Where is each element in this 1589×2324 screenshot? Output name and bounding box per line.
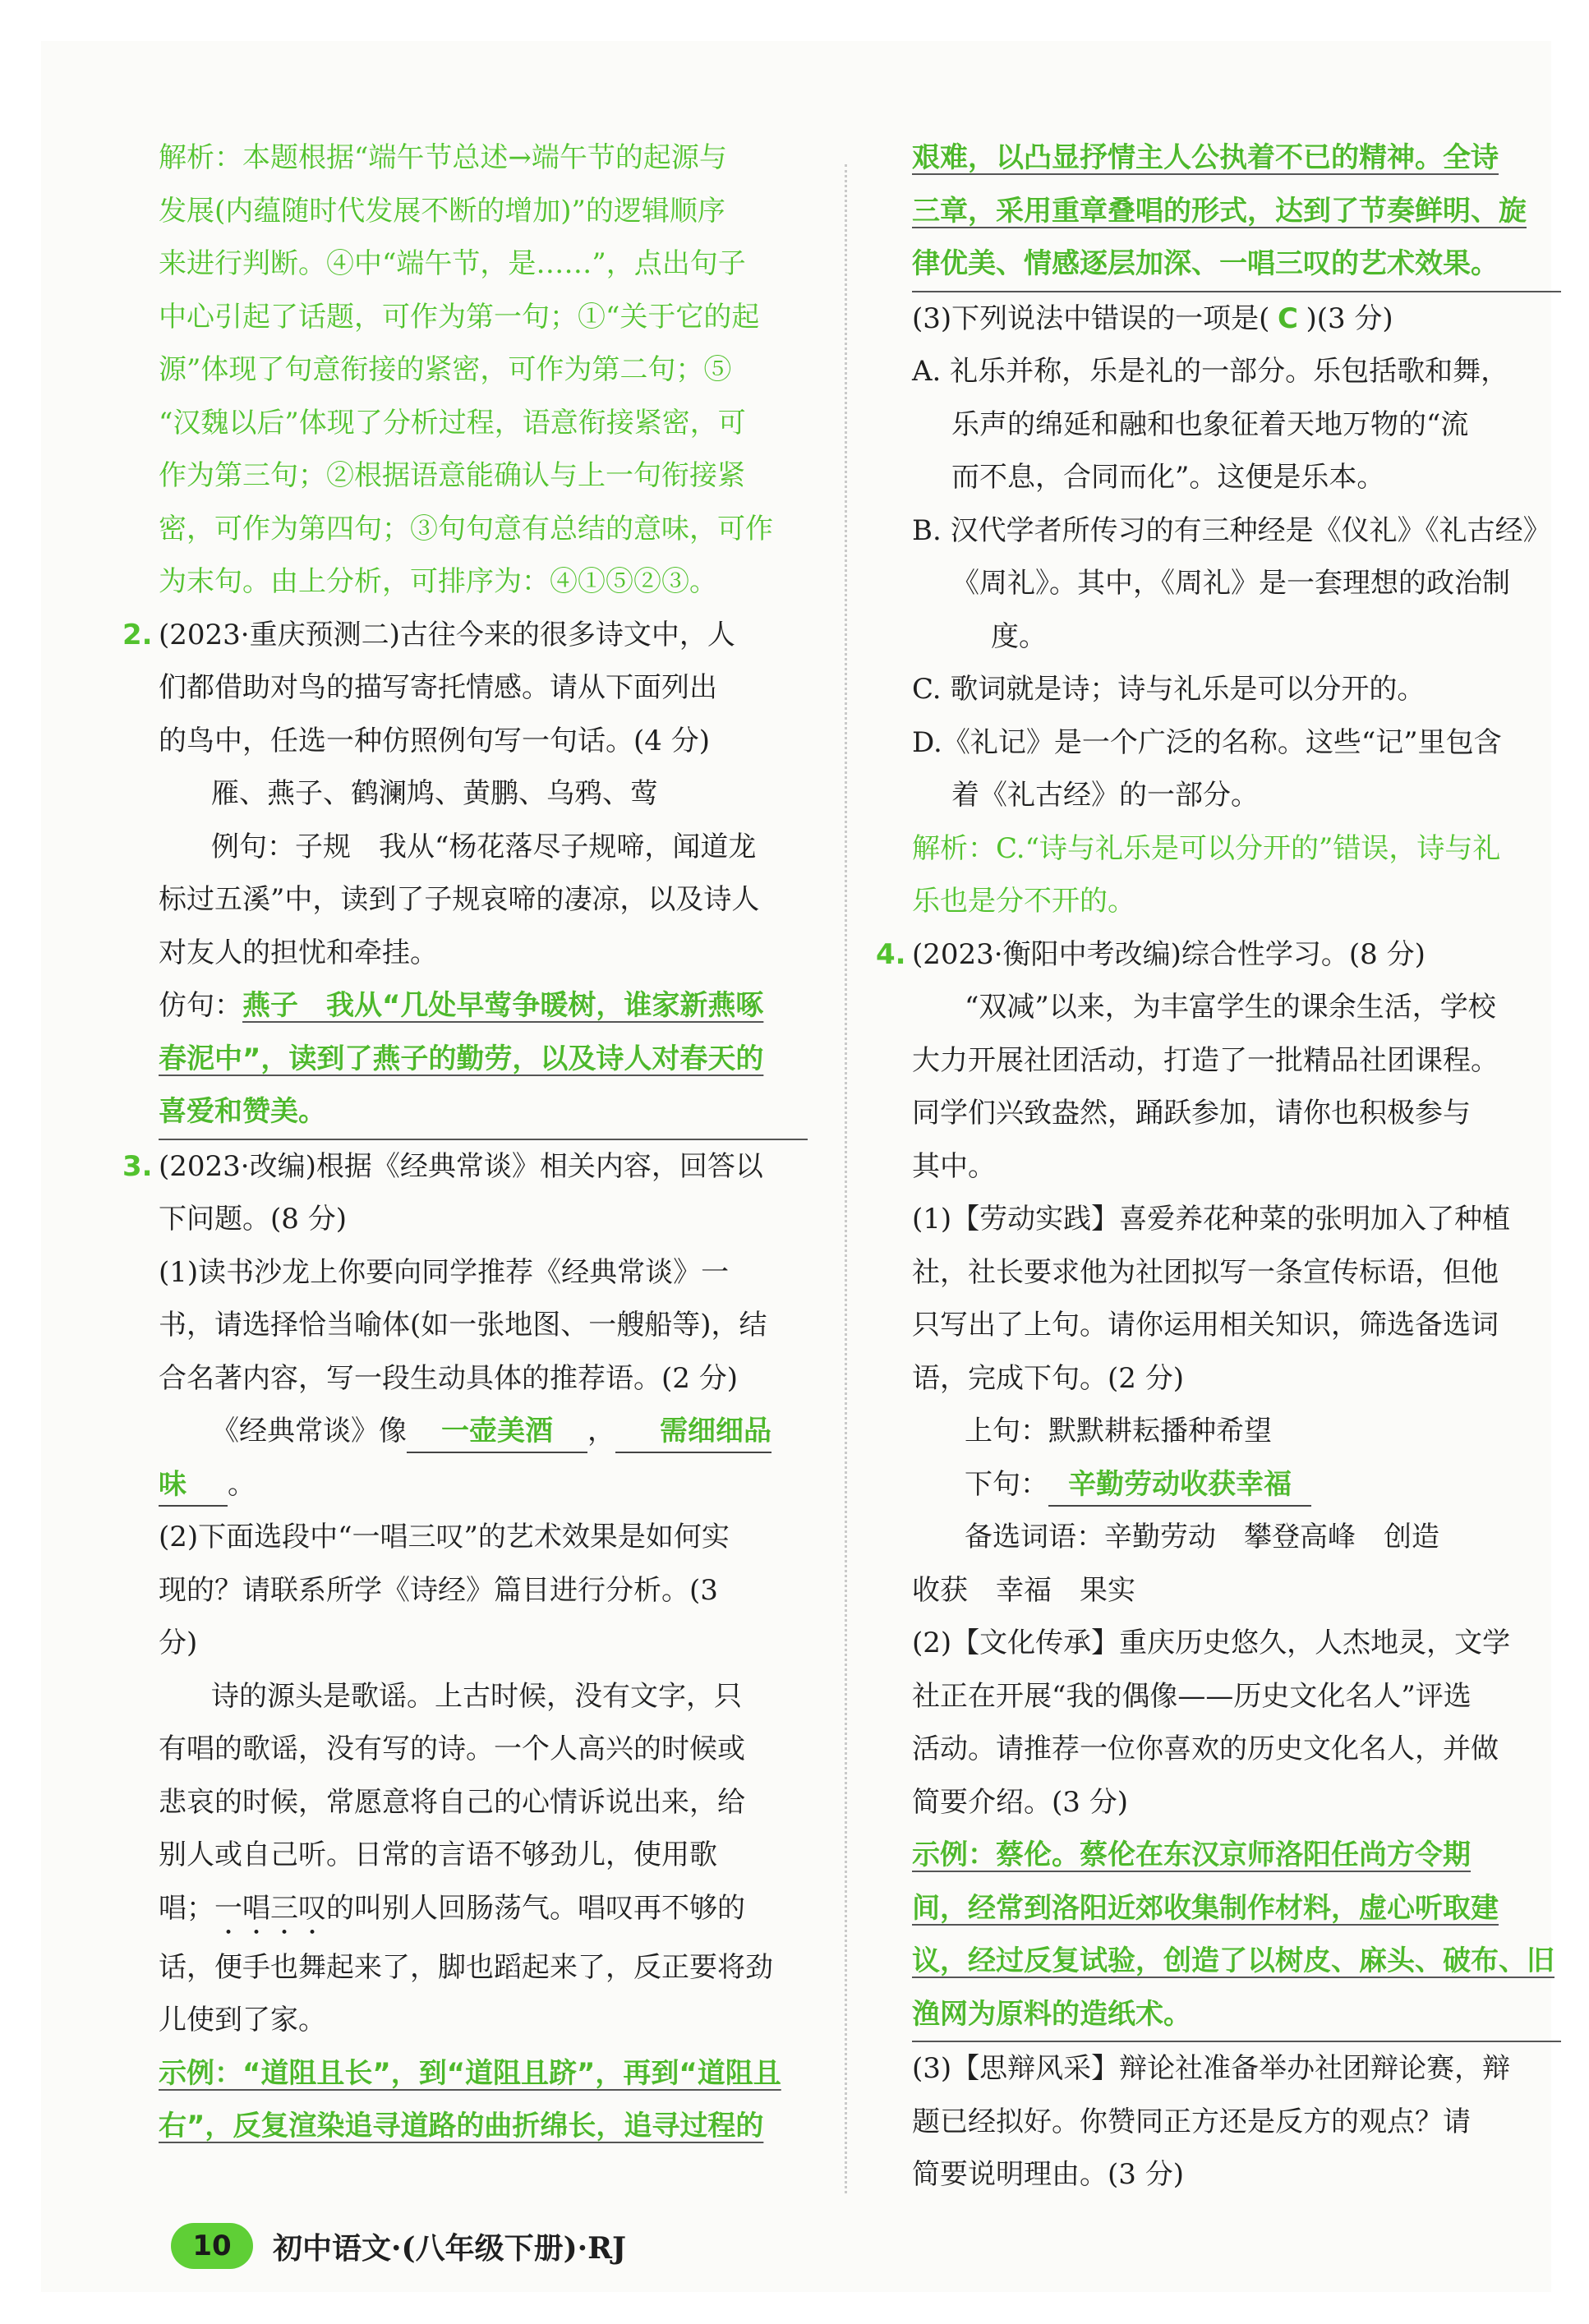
analysis-line: 为末句。由上分析，可排序为：④①⑤②③。 bbox=[159, 565, 717, 598]
lower-label: 下句： bbox=[965, 1467, 1048, 1501]
question-line: 的鸟中，任选一种仿照例句写一句话。(4 分) bbox=[159, 724, 710, 757]
page-footer bbox=[171, 2220, 626, 2272]
answer-text: 议，经过反复试验，创造了以树皮、麻头、破布、旧 bbox=[912, 1944, 1554, 1977]
answer-rule-line bbox=[912, 237, 1561, 292]
question-line: 活动。请推荐一位你喜欢的历史文化名人，并做 bbox=[912, 1733, 1499, 1765]
answer-text: 间，经常到洛阳近郊收集制作材料，虚心听取建 bbox=[912, 1891, 1499, 1925]
recommend-line bbox=[159, 1405, 808, 1458]
question-line: 们都借助对鸟的描写寄托情感。请从下面列出 bbox=[159, 671, 717, 704]
question-line: 简要介绍。(3 分) bbox=[912, 1785, 1128, 1819]
answer-text: 律优美、情感逐层加深、一唱三叹的艺术效果。 bbox=[912, 247, 1499, 280]
answer-blank: 需细细品 bbox=[615, 1411, 771, 1453]
word-bank: 收获 幸福 果实 bbox=[912, 1573, 1135, 1607]
recommend-prefix: 《经典常谈》像 bbox=[211, 1415, 407, 1447]
analysis-line: 解析：本题根据“端午节总述→端午节的起源与 bbox=[159, 141, 727, 174]
option-d bbox=[912, 716, 1561, 822]
option-line: 而不息，合同而化”。这便是乐本。 bbox=[951, 461, 1385, 494]
passage-line: 话，便手也舞起来了，脚也蹈起来了，反正要将劲 bbox=[159, 1950, 773, 1984]
answer-text: 渔网为原料的造纸术。 bbox=[912, 1997, 1191, 2031]
upper-line: 上句：默默耕耘播种希望 bbox=[965, 1415, 1272, 1447]
option-line: D.《礼记》是一个广泛的名称。这些“记”里包含 bbox=[912, 725, 1502, 759]
imitation-answer-line bbox=[159, 979, 808, 1033]
passage-line bbox=[159, 1882, 808, 1941]
question-text: (3)下列说法中错误的一项是( bbox=[912, 301, 1270, 335]
option-line: B. 汉代学者所传习的有三种经是《仪礼》《礼古经》 bbox=[912, 513, 1551, 547]
question-line: 社，社长要求他为社团拟写一条宣传标语，但他 bbox=[912, 1255, 1499, 1289]
question-line: 题已经拟好。你赞同正方还是反方的观点？请 bbox=[912, 2105, 1471, 2138]
page-sheet bbox=[41, 41, 1554, 2292]
question-line: 分) bbox=[159, 1627, 198, 1659]
example-line: 标过五溪”中，读到了子规哀啼的凄凉，以及诗人 bbox=[159, 883, 760, 916]
question-line: 下问题。(8 分) bbox=[159, 1203, 347, 1236]
question-line: 社正在开展“我的偶像——历史文化名人”评选 bbox=[912, 1679, 1472, 1713]
question-3 bbox=[122, 1140, 808, 2153]
question-line: (3)【思辩风采】辩论社准备举办社团辩论赛，辩 bbox=[912, 2052, 1511, 2085]
right-column bbox=[876, 131, 1561, 2202]
passage-line: 悲哀的时候，常愿意将自己的心情诉说出来，给 bbox=[159, 1785, 745, 1819]
example-line: 例句：子规 我从“杨花落尽子规啼，闻道龙 bbox=[211, 830, 757, 863]
question-title: (2023·衡阳中考改编)综合性学习。(8 分) bbox=[912, 937, 1425, 971]
left-column bbox=[122, 131, 808, 2153]
analysis-q3-3 bbox=[912, 822, 1561, 928]
question-4 bbox=[876, 928, 1561, 2202]
answer-blank: 辛勤劳动收获幸福 bbox=[1048, 1464, 1311, 1507]
question-2 bbox=[122, 609, 808, 1140]
emphasis-text: 一唱三叹 bbox=[214, 1891, 326, 1925]
option-line: 《周礼》。其中，《周礼》是一套理想的政治制度。 bbox=[951, 567, 1510, 653]
column-divider bbox=[845, 164, 847, 2193]
answer-text: 艰难，以凸显抒情主人公执着不已的精神。全诗 bbox=[912, 141, 1499, 174]
intro-line: 大力开展社团活动，打造了一批精品社团课程。 bbox=[912, 1043, 1499, 1077]
question-line: (1)读书沙龙上你要向同学推荐《经典常谈》一 bbox=[159, 1255, 730, 1289]
question-line: (2)【文化传承】重庆历史悠久，人杰地灵，文学 bbox=[912, 1627, 1511, 1659]
analysis-line: 作为第三句；②根据语意能确认与上一句衔接紧 bbox=[159, 459, 745, 492]
passage-line: 有唱的歌谣，没有写的诗。一个人高兴的时候或 bbox=[159, 1733, 745, 1765]
question-number: 2. bbox=[122, 618, 153, 651]
answer-text: 春泥中”，读到了燕子的勤劳，以及诗人对春天的 bbox=[159, 1042, 764, 1075]
question-line: 语，完成下句。(2 分) bbox=[912, 1361, 1184, 1395]
word-bank: 备选词语：辛勤劳动 攀登高峰 创造 bbox=[965, 1521, 1439, 1553]
punct: 。 bbox=[228, 1467, 256, 1501]
question-text: )(3 分) bbox=[1306, 301, 1393, 335]
passage-text: 唱； bbox=[159, 1891, 214, 1925]
analysis-line: 来进行判断。④中“端午节，是……”，点出句子 bbox=[159, 247, 746, 280]
recommend-line-2 bbox=[159, 1458, 808, 1512]
analysis-line: 解析：C.“诗与礼乐是可以分开的”错误，诗与礼 bbox=[912, 831, 1501, 865]
analysis-q1 bbox=[159, 131, 808, 609]
bird-list: 雁、燕子、鹤澜鸠、黄鹏、乌鸦、莺 bbox=[211, 777, 658, 810]
question-line: 简要说明理由。(3 分) bbox=[912, 2158, 1184, 2191]
option-line: 着《礼古经》的一部分。 bbox=[951, 779, 1259, 812]
punct: ， bbox=[587, 1415, 615, 1447]
question-line: (1)【劳动实践】喜爱养花种菜的张明加入了种植 bbox=[912, 1203, 1511, 1236]
question-line: (2023·改编)根据《经典常谈》相关内容，回答以 bbox=[159, 1149, 763, 1183]
book-title: 初中语文·(八年级下册)·RJ bbox=[273, 2230, 627, 2266]
intro-line: “双减”以来，为丰富学生的课余生活，学校 bbox=[965, 991, 1496, 1024]
analysis-line: 源”体现了句意衔接的紧密，可作为第二句；⑤ bbox=[159, 353, 732, 386]
question-3-3 bbox=[912, 292, 1561, 346]
analysis-line: “汉魏以后”体现了分析过程，语意衔接紧密，可 bbox=[159, 406, 746, 439]
intro-line: 其中。 bbox=[912, 1149, 996, 1183]
answer-text: 示例：蔡伦。蔡伦在东汉京师洛阳任尚方令期 bbox=[912, 1838, 1471, 1871]
answer-text: 喜爱和赞美。 bbox=[159, 1095, 326, 1128]
analysis-line: 发展(内蕴随时代发展不断的增加)”的逻辑顺序 bbox=[159, 194, 725, 228]
question-line: 书，请选择恰当喻体(如一张地图、一艘船等)，结 bbox=[159, 1309, 767, 1341]
answer-blank: 味 bbox=[159, 1464, 228, 1507]
passage-line: 诗的源头是歌谣。上古时候，没有文字，只 bbox=[211, 1679, 742, 1713]
answer-rule-line bbox=[912, 1988, 1561, 2043]
option-b bbox=[912, 504, 1561, 664]
question-line: 现的？请联系所学《诗经》篇目进行分析。(3 bbox=[159, 1573, 718, 1607]
answer-rule-line bbox=[159, 1085, 808, 1140]
example-line: 对友人的担忧和牵挂。 bbox=[159, 936, 438, 969]
analysis-line: 密，可作为第四句；③句句意有总结的意味，可作 bbox=[159, 512, 773, 545]
question-line: (2023·重庆预测二)古往今来的很多诗文中，人 bbox=[159, 618, 735, 651]
question-number: 3. bbox=[122, 1149, 153, 1183]
option-line: 乐声的绵延和融和也象征着天地万物的“流 bbox=[951, 407, 1469, 441]
answer-text: 右”，反复渲染追寻道路的曲折绵长，追寻过程的 bbox=[159, 2110, 764, 2142]
option-a bbox=[912, 345, 1561, 504]
answer-text: 三章，采用重章叠唱的形式，达到了节奏鲜明、旋 bbox=[912, 194, 1527, 228]
option-line: A. 礼乐并称，乐是礼的一部分。乐包括歌和舞， bbox=[912, 355, 1509, 388]
intro-line: 同学们兴致盎然，踊跃参加，请你也积极参与 bbox=[912, 1097, 1471, 1130]
question-line: (2)下面选段中“一唱三叹”的艺术效果是如何实 bbox=[159, 1521, 730, 1553]
question-number: 4. bbox=[876, 937, 906, 971]
imitation-label: 仿句： bbox=[159, 989, 242, 1022]
lower-line bbox=[912, 1458, 1561, 1512]
passage-line: 儿使到了家。 bbox=[159, 2004, 326, 2036]
answer-text: 燕子 我从“几处早莺争暖树，谁家新燕啄 bbox=[242, 989, 764, 1022]
passage-line: 别人或自己听。日常的言语不够劲儿，使用歌 bbox=[159, 1838, 717, 1871]
question-line: 合名著内容，写一段生动具体的推荐语。(2 分) bbox=[159, 1361, 738, 1395]
answer-text: 示例：“道阻且长”，到“道阻且跻”，再到“道阻且 bbox=[159, 2056, 781, 2090]
answer-blank: 一壶美酒 bbox=[407, 1411, 587, 1453]
answer-choice: C bbox=[1277, 301, 1298, 335]
analysis-line: 乐也是分不开的。 bbox=[912, 885, 1135, 918]
passage-text: 的叫别人回肠荡气。唱叹再不够的 bbox=[326, 1891, 745, 1925]
page-number-badge: 10 bbox=[171, 2223, 253, 2269]
option-c: C. 歌词就是诗；诗与礼乐是可以分开的。 bbox=[912, 673, 1425, 706]
question-line: 只写出了上句。请你运用相关知识，筛选备选词 bbox=[912, 1309, 1499, 1341]
analysis-line: 中心引起了话题，可作为第一句；①“关于它的起 bbox=[159, 300, 760, 334]
